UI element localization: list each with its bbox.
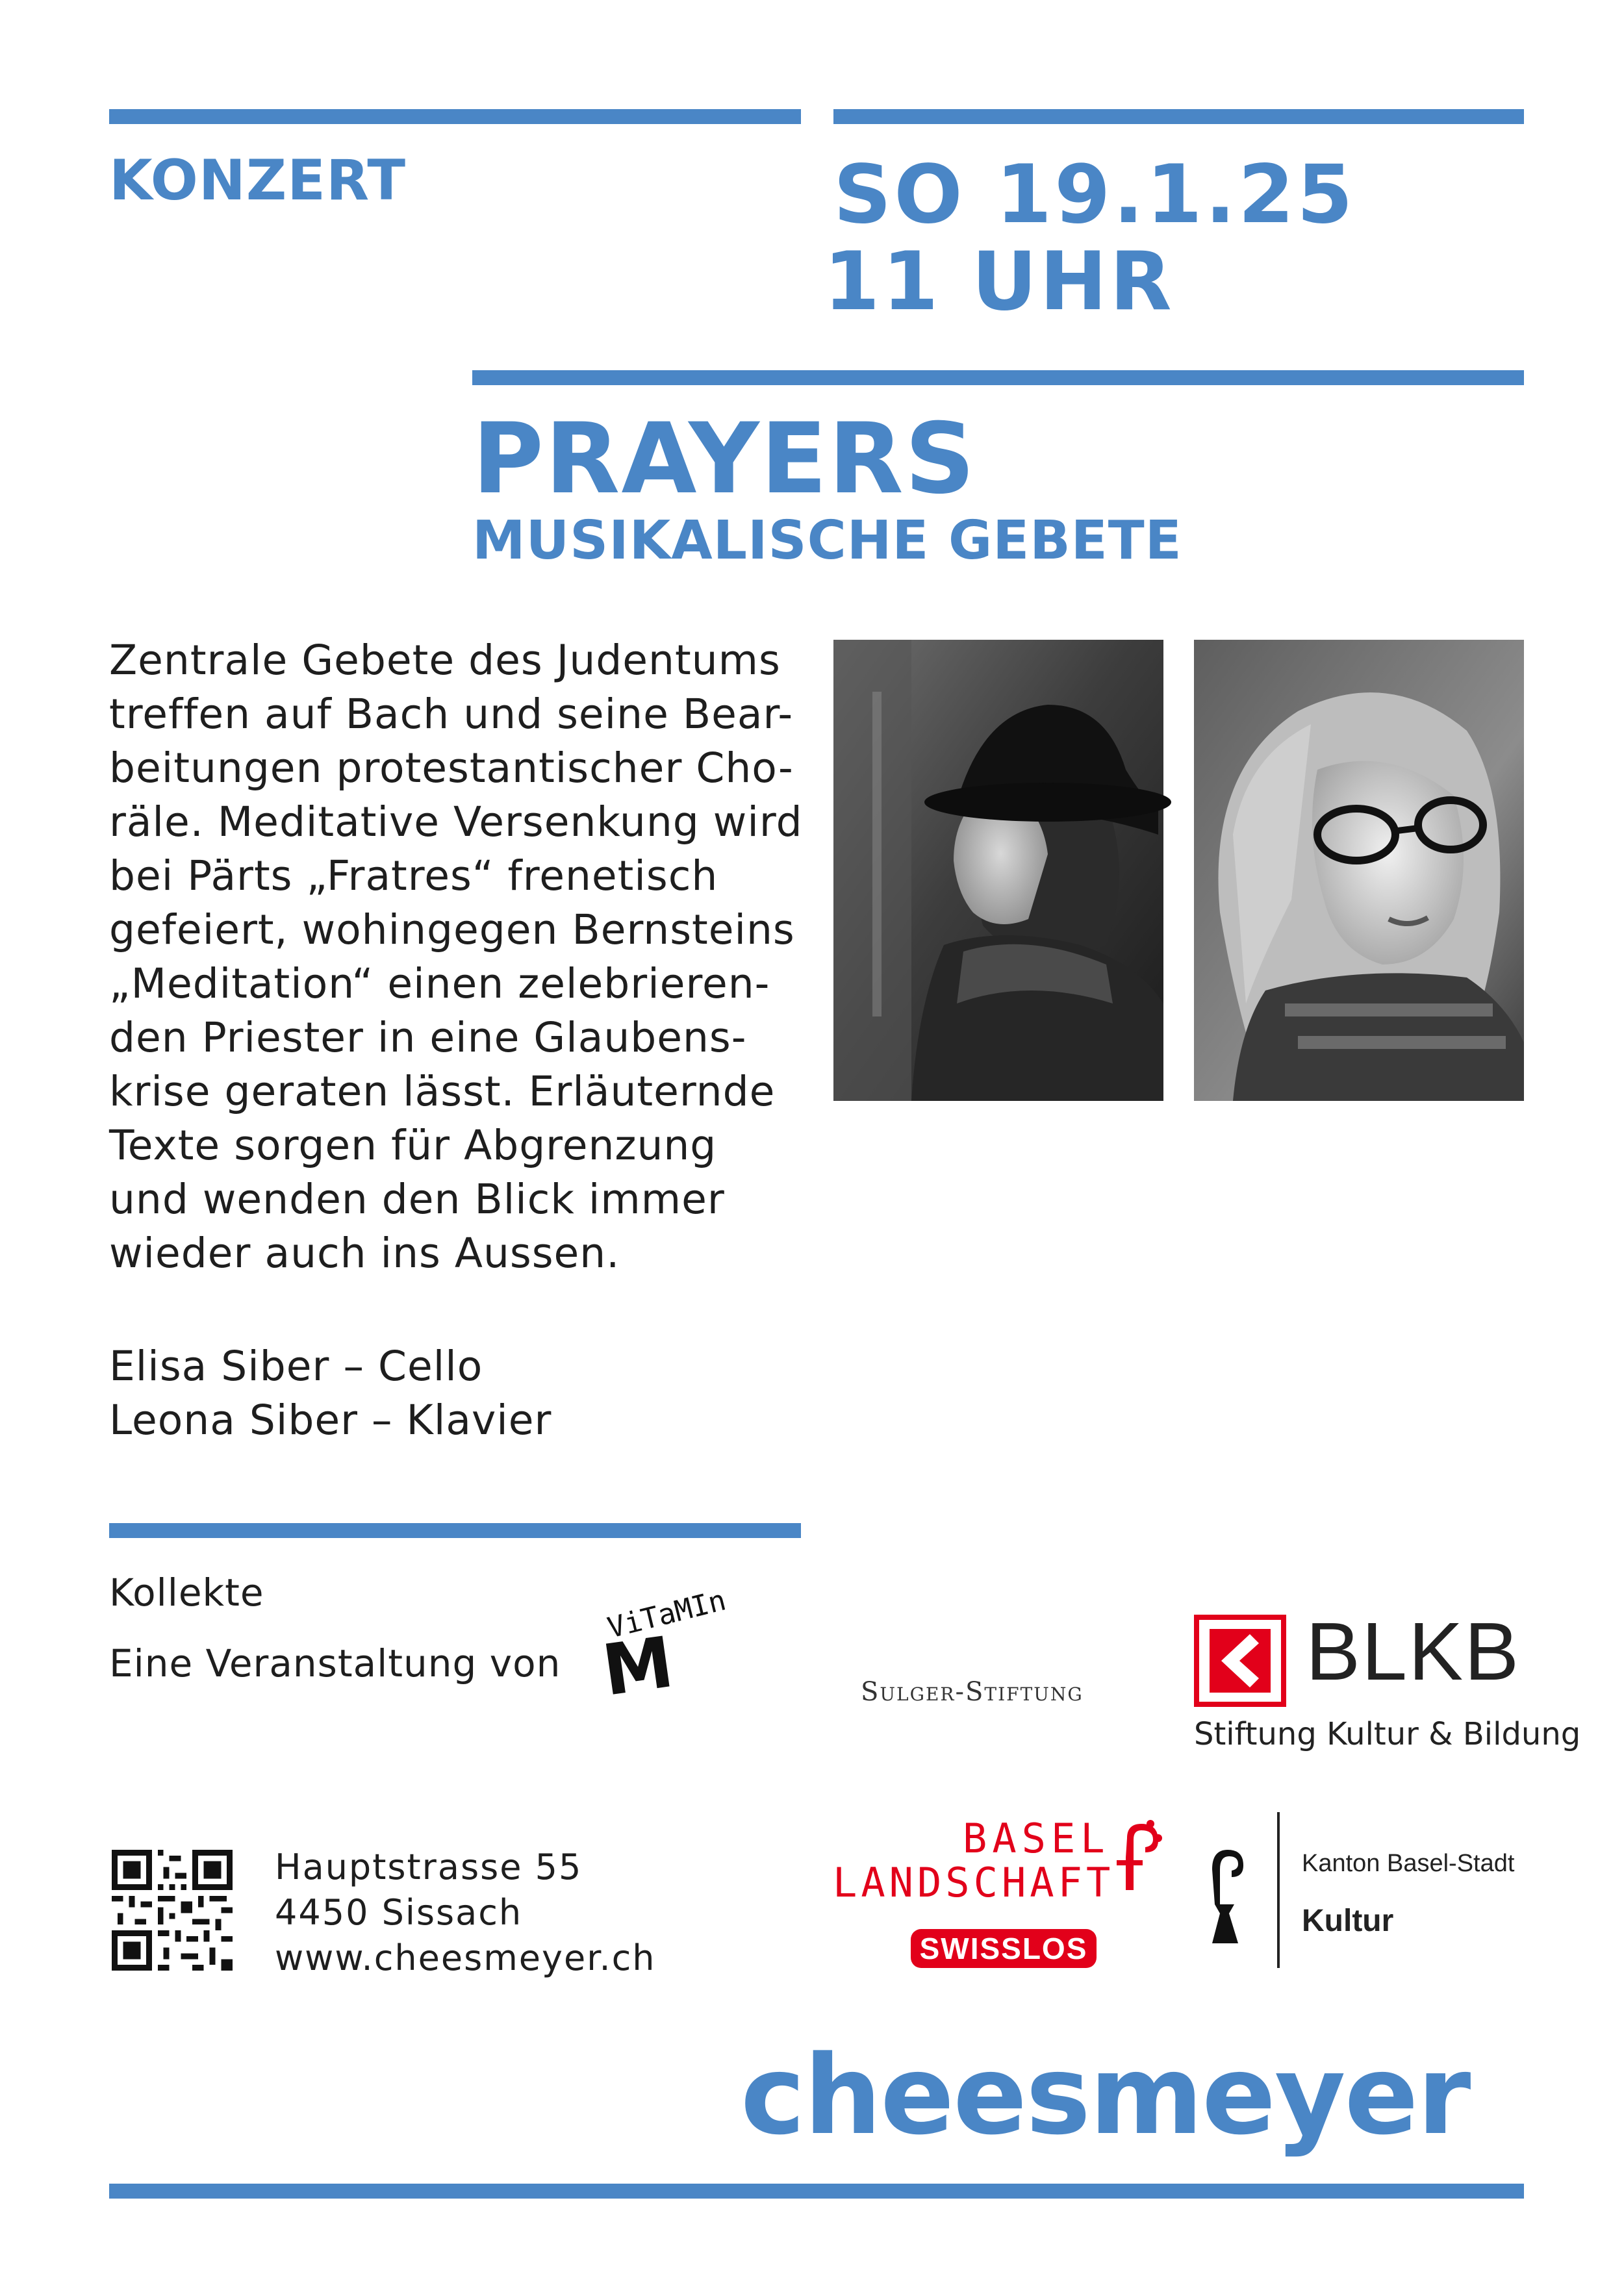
photo-pianist [1194, 640, 1524, 1101]
basel-stadt-kultur: Kultur [1302, 1904, 1394, 1938]
brand-logo: cheesmeyer [741, 2032, 1470, 2159]
description-line: und wenden den Blick immer [109, 1176, 725, 1223]
blkb-icon [1194, 1615, 1286, 1709]
event-category: KONZERT [109, 148, 406, 213]
address-city: 4450 Sissach [275, 1892, 523, 1933]
collection-note: Kollekte [109, 1571, 264, 1615]
description-line: den Priester in eine Glaubens- [109, 1014, 747, 1061]
address-website-link[interactable]: www.cheesmeyer.ch [275, 1937, 656, 1978]
blkb-subtitle: Stiftung Kultur & Bildung [1194, 1716, 1581, 1752]
basel-stadt-divider [1277, 1812, 1280, 1968]
description-line: beitungen protestantischer Cho- [109, 744, 794, 792]
vitamin-logo-letter: M [598, 1622, 679, 1712]
basel-stab-icon [1203, 1846, 1249, 1952]
sulger-stiftung-logo: Sulger-Stiftung [861, 1677, 1084, 1707]
swisslos-logo: SWISSLOS [911, 1929, 1097, 1968]
photo-cellist [833, 640, 1163, 1101]
event-date: SO 19.1.25 [833, 148, 1356, 242]
top-rule-left [109, 109, 801, 124]
qr-code[interactable] [112, 1850, 233, 1973]
description-line: „Meditation“ einen zelebrieren- [109, 960, 770, 1007]
event-subtitle: MUSIKALISCHE GEBETE [472, 510, 1182, 572]
description [109, 633, 811, 1280]
description-line: Texte sorgen für Abgrenzung [109, 1122, 717, 1169]
event-time: 11 UHR [824, 235, 1174, 329]
event-title: PRAYERS [472, 403, 976, 516]
basel-landschaft-crozier-icon [1108, 1819, 1166, 1899]
vitamin-logo [598, 1583, 815, 1712]
description-line: Zentrale Gebete des Judentums [109, 637, 781, 684]
description-line: krise geraten lässt. Erläuternde [109, 1068, 776, 1115]
description-line: räle. Meditative Versenkung wird [109, 798, 803, 846]
basel-landschaft-line2: LANDSCHAFT [833, 1859, 1115, 1906]
organizer-label: Eine Veranstaltung von [109, 1641, 561, 1685]
description-line: bei Pärts „Fratres“ frenetisch [109, 852, 718, 900]
description-line: treffen auf Bach und seine Bear- [109, 690, 794, 738]
bottom-rule [109, 2184, 1524, 2199]
description-line: wieder auch ins Aussen. [109, 1230, 620, 1277]
blkb-name: BLKB [1306, 1606, 1521, 1697]
basel-landschaft-line1: BASEL [963, 1815, 1110, 1862]
top-rule-right [833, 109, 1524, 124]
basel-stadt-name: Kanton Basel-Stadt [1302, 1850, 1515, 1877]
vitamin-logo-text: ViTaMIn [604, 1583, 730, 1645]
performers [109, 1339, 552, 1447]
info-rule [109, 1523, 801, 1538]
address [275, 1845, 656, 1981]
address-street: Hauptstrasse 55 [275, 1847, 583, 1887]
title-rule [472, 370, 1524, 385]
performer-piano: Leona Siber – Klavier [109, 1396, 552, 1444]
performer-cello: Elisa Siber – Cello [109, 1343, 483, 1390]
description-line: gefeiert, wohingegen Bernsteins [109, 906, 795, 953]
